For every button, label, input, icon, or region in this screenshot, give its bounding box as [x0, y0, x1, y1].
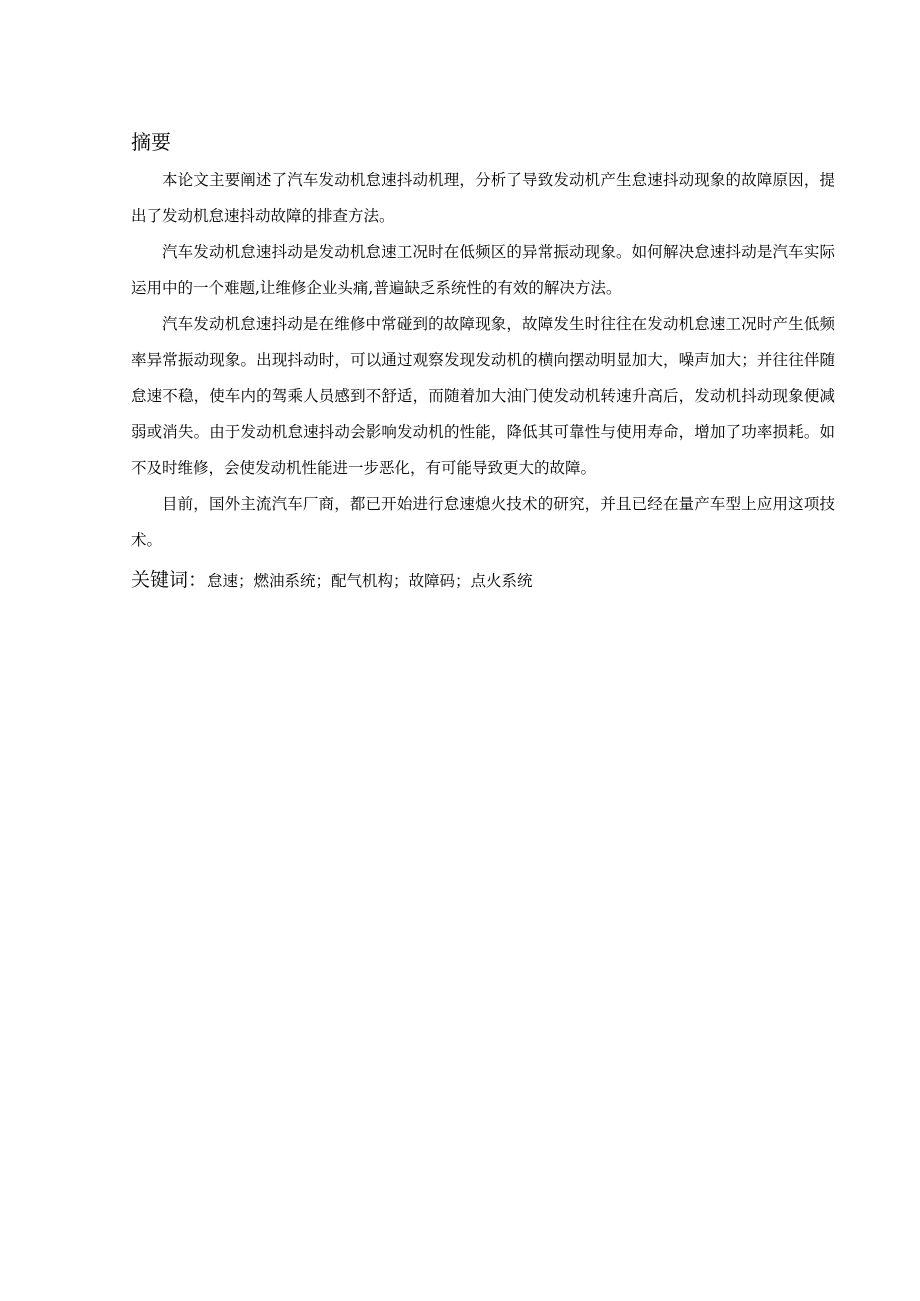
abstract-title: 摘要: [131, 130, 171, 154]
abstract-paragraph-1: 本论文主要阐述了汽车发动机怠速抖动机理，分析了导致发动机产生怠速抖动现象的故障原因，提出了发动机怠速抖动故障的排查方法。: [131, 171, 835, 225]
abstract-paragraph-4: 目前，国外主流汽车厂商，都已开始进行怠速熄火技术的研究，并且已经在量产车型上应用这项技术。: [131, 495, 835, 549]
abstract-paragraph-3: 汽车发动机怠速抖动是在维修中常碰到的故障现象，故障发生时往往在发动机怠速工况时产生低频率异常振动现象。出现抖动时，可以通过观察发现发动机的横向摆动明显加大，噪声加大；并往往伴随怠速不稳，使车内的驾乘人员感到不舒适，而随着加大油门使发动机转速升高后，发动机抖动现象便减弱或消失。由于发动机怠速抖动会影响发动机的性能，降低其可靠性与使用寿命，增加了功率损耗。如不及时维修，会使发动机性能进一步恶化，有可能导致更大的故障。: [131, 315, 835, 477]
keywords-label: 关键词：: [131, 569, 208, 591]
abstract-paragraph-2: 汽车发动机怠速抖动是发动机怠速工况时在低频区的异常振动现象。如何解决怠速抖动是汽车实际运用中的一个难题,让维修企业头痛,普遍缺乏系统性的有效的解决方法。: [131, 243, 835, 297]
abstract-section: [131, 128, 835, 595]
keywords-value: 怠速；燃油系统；配气机构；故障码；点火系统: [207, 572, 533, 590]
keywords-line: [131, 566, 835, 595]
